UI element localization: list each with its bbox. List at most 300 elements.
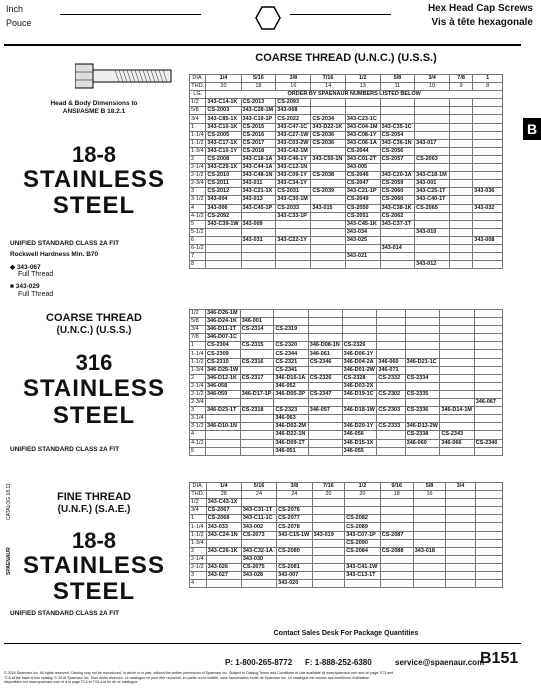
part-number-cell <box>274 310 308 318</box>
length-cell: 4 <box>190 580 207 588</box>
legend-1-code: 343-067 <box>16 264 41 271</box>
part-number-cell <box>377 439 405 447</box>
part-number-cell: 343-031 <box>241 236 276 244</box>
table-row <box>190 515 503 523</box>
part-number-cell <box>274 334 308 342</box>
coarse-thread-table-188 <box>189 74 503 269</box>
class-note: UNIFIED STANDARD CLASS 2A FIT <box>10 240 120 247</box>
part-number-cell: 346-D13-2W <box>405 423 440 431</box>
thd-cell: 18 <box>241 83 276 91</box>
part-number-cell <box>473 99 503 107</box>
dia-label: DIA. <box>190 75 206 83</box>
part-number-cell <box>342 399 377 407</box>
table-row <box>190 499 503 507</box>
part-number-cell: 343-C27-1W <box>276 131 311 139</box>
part-number-cell <box>449 107 472 115</box>
part-number-cell <box>240 310 274 318</box>
part-number-cell <box>473 107 503 115</box>
part-number-cell: CS-2333 <box>377 423 405 431</box>
lg-label: LG. <box>190 91 206 99</box>
part-number-cell: 346-D02-2M <box>274 423 308 431</box>
part-number-cell: 343-C15-1W <box>277 531 313 539</box>
thd-cell: 16 <box>276 83 311 91</box>
thd-cell: 8 <box>473 83 503 91</box>
part-number-cell <box>475 580 502 588</box>
part-number-cell <box>440 399 474 407</box>
part-number-cell: 346-060 <box>405 439 440 447</box>
part-number-cell: 343-030 <box>241 555 276 563</box>
part-number-cell <box>446 547 475 555</box>
length-cell: 2-1/2 <box>190 172 206 180</box>
part-number-cell <box>380 499 413 507</box>
part-number-cell: CS-2060 <box>380 196 414 204</box>
part-number-cell <box>240 334 274 342</box>
part-number-cell: CS-2087 <box>380 531 413 539</box>
part-number-cell <box>205 447 240 455</box>
part-number-cell <box>342 326 377 334</box>
part-number-cell <box>449 139 472 147</box>
length-cell: 2-1/4 <box>190 555 207 563</box>
part-number-cell: 343-C19-1P <box>241 115 276 123</box>
part-number-cell <box>380 236 414 244</box>
part-number-cell <box>308 318 342 326</box>
legend-2: ■ 343-029 <box>10 283 40 290</box>
part-number-cell: CS-2332 <box>377 374 405 382</box>
part-number-cell: 343-C03-2W <box>276 139 311 147</box>
part-number-cell <box>380 228 414 236</box>
table-row <box>190 244 503 252</box>
part-number-cell <box>377 399 405 407</box>
part-number-cell <box>311 164 345 172</box>
fine-thread-table-188 <box>189 482 503 588</box>
part-number-cell: 343-C37-1T <box>380 220 414 228</box>
dia-cell: 1/4 <box>206 483 241 491</box>
part-number-cell <box>377 310 405 318</box>
part-number-cell <box>240 431 274 439</box>
part-number-cell <box>474 447 502 455</box>
length-cell: 3 <box>190 572 207 580</box>
part-number-cell <box>405 366 440 374</box>
part-number-cell: 346-D07-1C <box>205 334 240 342</box>
length-cell: 6 <box>190 236 206 244</box>
copyright-line-2: TC5 at the back of this catalog. © 2018 Spaenaur Inc. Tous droits réservés. Le catalogue ne peut être reproduit, en partie ou en totalité, sans l'autorisation écrite de Spaenaur Inc. Le catalogue est soumis aux conditions d'utilisation <box>4 675 370 680</box>
part-number-cell <box>240 350 274 358</box>
dia-cell: 7/16 <box>311 75 345 83</box>
part-number-cell <box>377 326 405 334</box>
part-number-cell <box>446 555 475 563</box>
part-number-cell: 343-C50-1N <box>311 155 345 163</box>
part-number-cell <box>473 212 503 220</box>
table-row <box>190 123 503 131</box>
part-number-cell: 343-006 <box>206 204 241 212</box>
part-number-cell: 343-C30-1M <box>276 196 311 204</box>
part-number-cell: 343-C34-1Y <box>276 180 311 188</box>
thd-cell: 24 <box>241 491 276 499</box>
part-number-cell <box>446 515 475 523</box>
part-number-cell <box>345 107 380 115</box>
part-number-cell: 346-060 <box>377 358 405 366</box>
part-number-cell: 346-071 <box>377 366 405 374</box>
part-number-cell <box>205 439 240 447</box>
part-number-cell: 343-025 <box>345 236 380 244</box>
part-number-cell: CS-2344 <box>274 350 308 358</box>
part-number-cell <box>380 115 414 123</box>
part-number-cell <box>311 180 345 188</box>
part-number-cell: 343-032 <box>473 204 503 212</box>
part-number-cell: CS-2005 <box>206 131 241 139</box>
part-number-cell: CS-2084 <box>345 547 381 555</box>
part-number-cell <box>308 334 342 342</box>
part-number-cell <box>377 382 405 390</box>
table-row <box>190 115 503 123</box>
coarse-thread-table-316 <box>189 309 503 456</box>
part-number-cell <box>413 580 446 588</box>
part-number-cell <box>449 99 472 107</box>
part-number-cell: 343-C29-1X <box>206 164 241 172</box>
part-number-cell: CS-2057 <box>380 155 414 163</box>
part-number-cell: 346-057 <box>308 407 342 415</box>
part-number-cell: 346-D19-1C <box>342 390 377 398</box>
part-number-cell: CS-2013 <box>241 99 276 107</box>
part-number-cell: 343-C35-1C <box>380 123 414 131</box>
bolt-icon <box>75 60 175 97</box>
table-row <box>190 563 503 571</box>
table-row <box>190 261 503 269</box>
part-number-cell <box>206 539 241 547</box>
part-number-cell: 346-059 <box>205 390 240 398</box>
table-row <box>190 204 503 212</box>
part-number-cell <box>474 431 502 439</box>
part-number-cell: 346-052 <box>274 382 308 390</box>
part-number-cell <box>405 310 440 318</box>
part-number-cell: 343-018 <box>413 547 446 555</box>
part-number-cell: 343-C33-1P <box>276 212 311 220</box>
part-number-cell: 343-020 <box>277 580 313 588</box>
part-number-cell <box>413 531 446 539</box>
part-number-cell: CS-2075 <box>241 563 276 571</box>
length-cell: 1-1/4 <box>190 131 206 139</box>
table-row <box>190 220 503 228</box>
length-cell: 6-1/2 <box>190 244 206 252</box>
part-number-cell <box>312 580 345 588</box>
part-number-cell <box>311 196 345 204</box>
part-number-cell <box>308 415 342 423</box>
part-number-cell <box>473 228 503 236</box>
part-number-cell <box>473 220 503 228</box>
length-cell: 1/2 <box>190 310 206 318</box>
part-number-cell: 343-034 <box>345 228 380 236</box>
length-cell: 1-3/4 <box>191 366 204 373</box>
part-number-cell: 343-D22-1K <box>311 123 345 131</box>
length-cell: 3/4 <box>190 115 206 123</box>
thd-cell: 24 <box>277 491 313 499</box>
table-row <box>190 547 503 555</box>
dia-cell: 5/8 <box>413 483 446 491</box>
part-number-cell: CS-2008 <box>206 155 241 163</box>
catalog-vertical: CATALOG 18.11 <box>6 483 12 520</box>
part-number-cell <box>311 236 345 244</box>
dia-cell <box>475 483 502 491</box>
table-row <box>190 310 503 318</box>
table-row <box>190 228 503 236</box>
part-number-cell <box>440 318 474 326</box>
table-row <box>190 382 503 390</box>
part-number-cell: 343-C12-1N <box>276 164 311 172</box>
part-number-cell: 343-012 <box>415 261 450 269</box>
part-number-cell: CS-2022 <box>276 115 311 123</box>
table-row <box>190 253 503 261</box>
part-number-cell <box>377 342 405 350</box>
table-row <box>190 139 503 147</box>
part-number-cell: 343-C44-1A <box>241 164 276 172</box>
part-number-cell <box>449 147 472 155</box>
thd-cell: 20 <box>312 491 345 499</box>
part-number-cell <box>475 572 502 580</box>
table-row <box>190 334 503 342</box>
part-number-cell <box>473 147 503 155</box>
part-number-cell: CS-2346 <box>308 358 342 366</box>
part-number-cell <box>277 499 313 507</box>
part-number-cell: 343-014 <box>380 244 414 252</box>
part-number-cell: CS-2036 <box>311 131 345 139</box>
part-number-cell: 343-010 <box>415 228 450 236</box>
part-number-cell <box>205 431 240 439</box>
part-number-cell <box>449 131 472 139</box>
thd-cell: 14 <box>311 83 345 91</box>
part-number-cell <box>474 326 502 334</box>
part-number-cell <box>377 334 405 342</box>
length-cell: 1-1/4 <box>190 523 207 531</box>
part-number-cell: 343-008 <box>473 236 503 244</box>
part-number-cell: CS-2319 <box>274 326 308 334</box>
part-number-cell <box>413 507 446 515</box>
part-number-cell: 346-D17-1P <box>240 390 274 398</box>
length-cell: 3 <box>190 407 206 415</box>
part-number-cell: CS-2340 <box>474 439 502 447</box>
part-number-cell: CS-2010 <box>206 172 241 180</box>
part-number-cell: CS-2093 <box>276 99 311 107</box>
length-cell: 7/8 <box>190 334 206 342</box>
part-number-cell <box>277 539 313 547</box>
table-row <box>190 390 503 398</box>
part-number-cell: CS-2050 <box>345 204 380 212</box>
part-number-cell <box>380 164 414 172</box>
part-number-cell: 343-C08-1Y <box>345 131 380 139</box>
thd-label: THD. <box>191 83 205 90</box>
table-row <box>190 172 503 180</box>
part-number-cell <box>345 261 380 269</box>
part-number-cell <box>241 261 276 269</box>
part-number-cell: CS-2318 <box>240 407 274 415</box>
section1-title: COARSE THREAD (U.N.C.) (U.S.S.) <box>255 52 437 64</box>
material-grade: 18-8 <box>71 142 117 167</box>
part-number-cell <box>342 318 377 326</box>
part-number-cell: 343-C21-1P <box>345 188 380 196</box>
part-number-cell: 343-C38-1K <box>380 204 414 212</box>
thd-cell: 16 <box>413 491 446 499</box>
email: service@spaenaur.com <box>395 658 485 667</box>
part-number-cell <box>377 415 405 423</box>
part-number-cell: CS-2056 <box>380 147 414 155</box>
legend-2-text: Full Thread <box>18 291 54 298</box>
dia-cell: 3/4 <box>446 483 475 491</box>
section3-class-note: UNIFIED STANDARD CLASS 2A FIT <box>10 610 120 617</box>
table-row <box>190 507 503 515</box>
part-number-cell: CS-2326 <box>308 374 342 382</box>
length-cell: 3-1/2 <box>191 423 204 430</box>
part-number-cell: 343-C45-1K <box>345 220 380 228</box>
length-cell: 1-1/2 <box>190 531 207 539</box>
length-cell: 2-1/4 <box>191 382 204 389</box>
part-number-cell <box>449 204 472 212</box>
part-number-cell <box>308 382 342 390</box>
part-number-cell <box>312 499 345 507</box>
part-number-cell <box>206 253 241 261</box>
part-number-cell <box>449 180 472 188</box>
section2-grade: 316 <box>75 350 113 375</box>
legend-1-text: Full Thread <box>18 271 54 278</box>
part-number-cell: 343-C17-1X <box>206 139 241 147</box>
part-number-cell: 343-011 <box>241 180 276 188</box>
part-number-cell <box>380 539 413 547</box>
table-row <box>190 523 503 531</box>
part-number-cell <box>312 572 345 580</box>
part-number-cell <box>277 555 313 563</box>
table-row <box>190 342 503 350</box>
thd-cell: 9 <box>449 83 472 91</box>
part-number-cell <box>449 188 472 196</box>
part-number-cell: CS-2317 <box>240 374 274 382</box>
part-number-cell <box>405 334 440 342</box>
part-number-cell <box>475 515 502 523</box>
part-number-cell: 346-001 <box>240 318 274 326</box>
part-number-cell: CS-2335 <box>405 390 440 398</box>
part-number-cell <box>474 423 502 431</box>
section3-type: STEEL <box>52 578 136 605</box>
part-number-cell <box>311 220 345 228</box>
length-cell: 8 <box>190 261 206 269</box>
part-number-cell: 346-D04-2A <box>342 358 377 366</box>
part-number-cell <box>276 244 311 252</box>
part-number-cell <box>473 261 503 269</box>
part-number-cell: 343-C06-1A <box>345 139 380 147</box>
table-row <box>190 164 503 172</box>
part-number-cell: CS-2067 <box>206 507 241 515</box>
part-number-cell: CS-2082 <box>345 515 381 523</box>
part-number-cell <box>345 99 380 107</box>
part-number-cell: CS-2328 <box>342 374 377 382</box>
thd-cell: 10 <box>415 83 450 91</box>
table-row <box>190 99 503 107</box>
length-cell: 4-1/2 <box>191 439 204 446</box>
part-number-cell: 343-C31-1T <box>241 507 276 515</box>
part-number-cell <box>380 563 413 571</box>
part-number-cell <box>241 253 276 261</box>
part-number-cell <box>276 220 311 228</box>
part-number-cell <box>405 415 440 423</box>
part-number-cell <box>312 507 345 515</box>
dia-cell: 9/16 <box>380 483 413 491</box>
part-number-cell <box>276 228 311 236</box>
dia-cell: 1 <box>473 75 503 83</box>
part-number-cell <box>415 99 450 107</box>
section3-title-2: (U.N.F.) (S.A.E.) <box>57 504 131 515</box>
part-number-cell <box>312 555 345 563</box>
length-cell: 2-3/4 <box>190 180 206 188</box>
dia-cell: 1/2 <box>345 75 380 83</box>
part-number-cell <box>240 415 274 423</box>
part-number-cell <box>440 390 474 398</box>
part-number-cell: 343-C47-1C <box>276 123 311 131</box>
part-number-cell <box>473 164 503 172</box>
legend-2-code: 343-029 <box>15 283 40 290</box>
part-number-cell <box>206 261 241 269</box>
part-number-cell <box>377 447 405 455</box>
part-number-cell <box>449 172 472 180</box>
part-number-cell <box>475 499 502 507</box>
part-number-cell: 343-007 <box>277 572 313 580</box>
part-number-cell <box>377 431 405 439</box>
part-number-cell: 346-D26-1M <box>205 310 240 318</box>
part-number-cell: 346-D09-1T <box>274 439 308 447</box>
part-number-cell <box>308 439 342 447</box>
part-number-cell: CS-2077 <box>277 515 313 523</box>
length-cell: 3-1/2 <box>190 196 206 204</box>
part-number-cell <box>440 374 474 382</box>
part-number-cell: 346-D25-1W <box>205 366 240 374</box>
part-number-cell: 343-C21-1X <box>241 188 276 196</box>
part-number-cell: 346-D15-1X <box>342 439 377 447</box>
part-number-cell <box>415 212 450 220</box>
part-number-cell <box>449 261 472 269</box>
part-number-cell: 343-C23-1C <box>345 115 380 123</box>
part-number-cell: 346-D22-1N <box>274 431 308 439</box>
part-number-cell <box>311 107 345 115</box>
part-number-cell <box>440 342 474 350</box>
part-number-cell: 346-D03-2X <box>342 382 377 390</box>
dia-row <box>190 75 503 83</box>
section3-title-1: FINE THREAD <box>57 491 131 503</box>
part-number-cell: CS-2090 <box>345 539 381 547</box>
part-number-cell: 346-D20-1Y <box>342 423 377 431</box>
material-name: STAINLESS <box>23 166 165 193</box>
part-number-cell: 343-004 <box>206 196 241 204</box>
copyright-line-3: disponibles sur www.spaenaur.com et à la page TC4 et TC6 à la fin de ce catalogue. <box>4 680 139 685</box>
dia-cell: 1/2 <box>345 483 381 491</box>
length-cell: 1/2 <box>190 99 206 107</box>
part-number-cell: 346-061 <box>308 350 342 358</box>
part-number-cell <box>474 310 502 318</box>
part-number-cell <box>475 555 502 563</box>
part-number-cell <box>345 580 381 588</box>
part-number-cell <box>449 164 472 172</box>
part-number-cell <box>413 572 446 580</box>
part-number-cell <box>240 439 274 447</box>
part-number-cell <box>473 172 503 180</box>
length-cell: 5/8 <box>190 318 206 326</box>
part-number-cell: 346-D14-1M <box>440 407 474 415</box>
part-number-cell: 346-D10-1N <box>205 423 240 431</box>
part-number-cell <box>446 523 475 531</box>
length-cell: 4 <box>190 204 206 212</box>
part-number-cell: 343-C11-1C <box>241 515 276 523</box>
dia-cell: 3/8 <box>276 75 311 83</box>
part-number-cell: 346-D01-2W <box>342 366 377 374</box>
part-number-cell: 343-C43-1X <box>206 499 241 507</box>
part-number-cell <box>405 318 440 326</box>
part-number-cell: CS-2076 <box>277 507 313 515</box>
part-number-cell: CS-2092 <box>206 212 241 220</box>
